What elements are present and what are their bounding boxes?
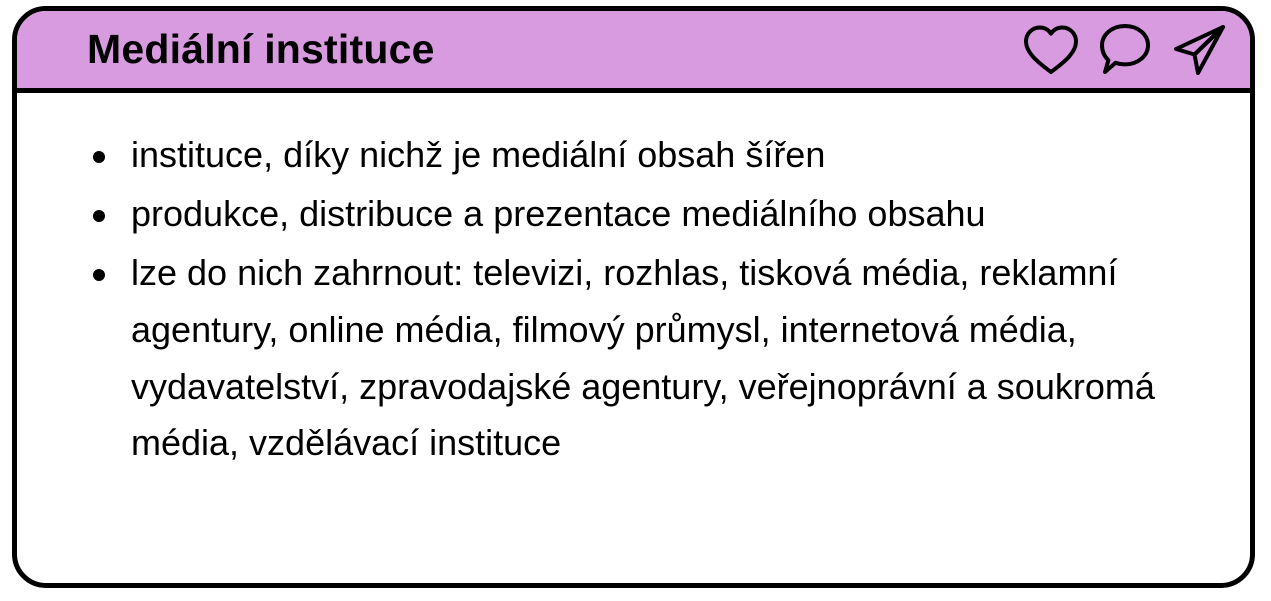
list-item: produkce, distribuce a prezentace mediálního obsahu [79,186,1210,243]
send-icon[interactable] [1170,22,1228,78]
card-header [17,11,1250,93]
bullet-list [79,127,1210,472]
card-body [17,93,1250,583]
header-icon-group [1022,22,1228,78]
list-item: lze do nich zahrnout: televizi, rozhlas, tisková média, reklamní agentury, online média, filmový průmysl, internetová média, vydavatelství, zpravodajské agentury, veřejnoprávní a soukromá média, vzdělávací instituce [79,245,1210,473]
comment-icon[interactable] [1096,22,1154,78]
heart-icon[interactable] [1022,23,1080,77]
media-institutions-card [12,6,1255,588]
list-item: instituce, díky nichž je mediální obsah šířen [79,127,1210,184]
page-title: Mediální instituce [87,26,435,72]
